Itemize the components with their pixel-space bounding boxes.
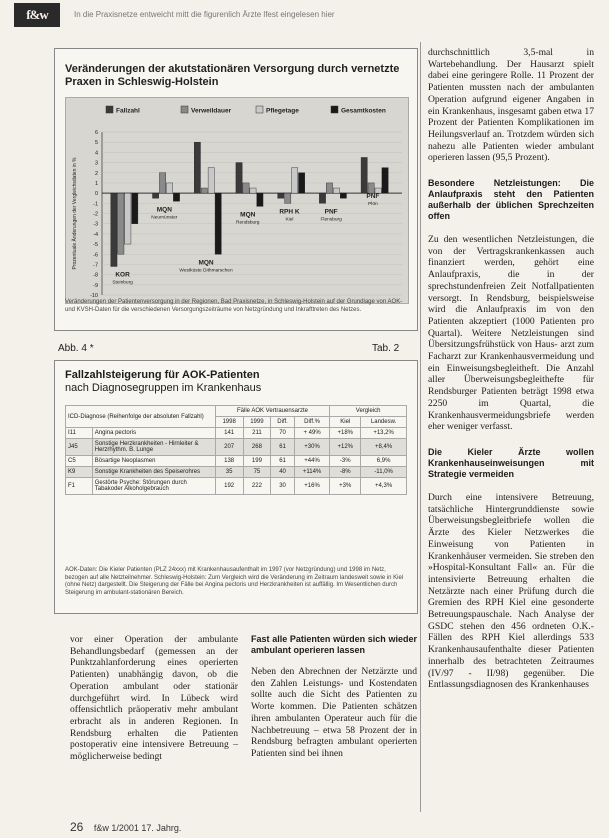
bar (285, 193, 291, 203)
table-label: Tab. 2 (372, 343, 400, 354)
y-tick-label: 6 (94, 130, 98, 136)
figure-caption: Veränderungen der Patientenversorgung in der Regionen, Bad Praxisnetze, in Schleswig-Holstein auf der Grundlage von AOK- und KVSH-Daten für die verschiedenen Versorgungszeiträume von Netzgründung und Inkrafttreten des Netzes. (65, 299, 403, 313)
legend-swatch (256, 106, 263, 113)
y-tick-label: -4 (93, 231, 98, 238)
table-cell: -8% (330, 467, 361, 478)
bar (333, 188, 339, 193)
table-cell: +114% (294, 467, 329, 478)
table-cell: 268 (243, 439, 271, 456)
table-cell: +12% (330, 439, 361, 456)
group-sublabel: Kiel (285, 217, 294, 223)
section-heading: Die Kieler Ärzte wollen Krankenhauseinweisungen mit Strategie vermeiden (428, 446, 594, 479)
bar-chart (66, 98, 408, 303)
table-box (54, 360, 418, 614)
table-subtitle: nach Diagnosegruppen im Krankenhaus (65, 382, 262, 394)
group-sublabel: Steinburg (112, 280, 133, 286)
paragraph: Zu den wesentlichen Netzleistungen, die von der Vertragskrankenkassen auch finanziert werden, gehört eine Anlaufpraxis, die in der sprechstundenfreien Zeit Notfallpatienten versorgt. In Rendsburg, beispielsweise wird die Anlaufpraxis im von den Patienten akzeptiert (1000 Patienten pro Quartal). Weitere Netzleistungen sind Übersitzungsfrühstück von Haus- arzt zum Facharzt zur Krankenhausvermeidung und ein Einweisungsbegleitheft. Die Anzahl aller Überweisungsbegleithefte für Rendsburger Patienten beträgt 1998 etwa 2250 im Quartal, die Krankenhausvermeidungsbriefe werden eher weniger verfasst. (428, 234, 594, 433)
table-cell: 6,9% (361, 456, 407, 467)
table-cell: +44% (294, 456, 329, 467)
legend-label: Gesamtkosten (341, 107, 386, 115)
group-label: RPH K (279, 208, 300, 216)
bar (368, 183, 374, 193)
table-body (66, 428, 407, 495)
figure-label: Abb. 4 * (58, 343, 94, 354)
bar (159, 173, 165, 193)
table-cell: 75 (243, 467, 271, 478)
group-label: MQN (198, 259, 214, 267)
journal-reference: f&w 1/2001 17. Jahrg. (93, 823, 182, 833)
figure-title: Veränderungen der akutstationären Versorgung durch vernetzte Praxen in Schleswig-Holstein (65, 63, 400, 88)
legend-label: Fallzahl (116, 107, 140, 115)
y-tick-label: -3 (93, 221, 98, 228)
bar (326, 183, 332, 193)
table-cell: 35 (215, 467, 243, 478)
legend-swatch (331, 106, 338, 113)
legend-label: Verweildauer (191, 107, 232, 115)
diagnosis-table (65, 405, 407, 495)
y-tick-label: -9 (93, 282, 98, 289)
chart-area (65, 97, 409, 304)
table-cell: +18% (330, 428, 361, 439)
table-cell: 30 (271, 478, 295, 495)
table-cell: +13,2% (361, 428, 407, 439)
table-subheader: Kiel (330, 417, 361, 428)
bar (382, 168, 388, 193)
table-cell-code: K9 (66, 467, 93, 478)
table-cell: + 49% (294, 428, 329, 439)
bar (340, 193, 346, 198)
table-cell: +4,3% (361, 478, 407, 495)
figure-chart-box (54, 48, 418, 331)
y-tick-label: -8 (93, 272, 98, 279)
table-cell: +3% (330, 478, 361, 495)
bar (236, 163, 242, 194)
table-cell: 207 (215, 439, 243, 456)
table-cell: 70 (271, 428, 295, 439)
y-tick-label: 3 (94, 160, 98, 167)
table-title: Fallzahlsteigerung für AOK-Patienten (65, 369, 260, 381)
bar (111, 193, 117, 266)
bar (298, 173, 304, 193)
y-tick-label: 4 (94, 150, 98, 157)
y-axis-label: Prozentuale Änderungen der Vergleichsdaten in % (72, 157, 78, 270)
legend-swatch (181, 106, 188, 113)
group-sublabel: Flensburg (320, 217, 342, 223)
table-subheader: Diff.% (294, 417, 329, 428)
middle-text-column (251, 634, 417, 760)
table-cell: 192 (215, 478, 243, 495)
table-header-diagnosis: ICD-Diagnose (Reihenfolge der absoluten Fallzahl) (66, 406, 216, 428)
bar (208, 168, 214, 193)
table-cell: -3% (330, 456, 361, 467)
table-header-comparison: Vergleich (330, 406, 407, 417)
column-divider (420, 42, 421, 812)
bar (243, 183, 249, 193)
right-text-column (428, 47, 594, 691)
paragraph: vor einer Operation der ambulante Behandlungsbedarf (gemessen an der Punktzahlanforderung eines operierten Patienten) unabhängig davon, ob die Operation ambulant oder stationär durchgeführt wird. In Lübeck wird offensichtlich präoperativ mehr ambulant erbracht als in anderen Regionen. In Rendsburg erhalten die Patienten postoperativ eine intensivere Betreuung – möglicherweise bedingt (70, 634, 238, 763)
bar (201, 188, 207, 193)
y-tick-label: -6 (93, 252, 98, 259)
paragraph: Durch eine intensivere Betreuung, tatsächliche Hintergrunddienste sowie Überweisungsbegleitbriefe wollen die Ärzte des Kieler Netzwerkes die Einweisung von Patienten in Krankenhäuser vermeiden. Sie streben den »Hospital-Konsultant Fall« an. Für die intensivierte Betreuung erhalten die Netzärzte nach einer Prüfung durch die Gremien des RPH Kiel eine gesonderte Betreuungspauschale. Nach Analyse der GSDC stehen den 456 ordneten O.K.-Fällen des RPH Kiel allerdings 533 Krankenhausaufenthalte dieser Patienten innerhalb des betrachteten Zeitraumes (IV/97 - II/98) gegenüber. Die Entlassungsdiagnosen des Krankenhauses (428, 491, 594, 691)
running-header-text: In die Praxisnetze entweicht mitt die figurenlich Ärzte lfest eingelesen hier (74, 10, 335, 19)
paragraph: durchschnittlich 3,5-mal in Wartebehandlung. Der Hausarzt spielt dabei eine geringere Rolle. 11 Prozent der Patienten mussten nach der ambulanten Operation aufgrund eigener Angaben in ein Krankenhaus, insgesamt gaben etwa 17 Prozent der Patienten Komplikationen im Heilungsverlauf an. Trotzdem würden sich nahezu alle Patienten wieder ambulant operieren lassen (95,5 Prozent). (428, 47, 594, 164)
bar (319, 193, 325, 203)
table-cell: -11,0% (361, 467, 407, 478)
group-sublabel: Plön (368, 202, 378, 208)
bar (118, 193, 124, 254)
bar (215, 193, 221, 254)
running-header (14, 3, 574, 29)
bar (152, 193, 158, 198)
y-tick-label: -10 (90, 293, 98, 299)
page-number: 26 (70, 820, 84, 834)
table-cell: 222 (243, 478, 271, 495)
table-cell: +16% (294, 478, 329, 495)
table-cell-diagnosis: Angina pectoris (92, 428, 215, 439)
bar (194, 142, 200, 193)
table-row (66, 456, 407, 467)
y-tick-label: -5 (93, 242, 98, 249)
group-label: MQN (240, 211, 256, 219)
paragraph: Neben den Abrechnen der Netzärzte und den Zahlen Leistungs- und Kostendaten sollte auch die Sicht des Patienten zu Worte kommen. Die Patienten schätzen ihren ambulanten Operateur auch für die Nachbetreuung – etwa 58 Prozent der in Rendsburg befragten ambulant operierten Patienten sind bei ihnen (251, 666, 417, 759)
table-note: AOK-Daten: Die Kieler Patienten (PLZ 24xxx) mit Krankenhausaufenthalt im 1997 (vor Netzgründung) und 1998 im Netz, bezogen auf alle Netzteilnehmer. Schleswig-Holstein: Zum Vergleich wird die Veränderung im Zeitraum landesweit sowie in Kiel (ohne Netz) dargestellt. Die Steigerung der Fälle bei Angina pectoris und Herzkrankheiten ist auffällig. Im Wesentlichen durch Steigerung im ambulant-stationären Bereich. (65, 567, 404, 596)
table-cell: 211 (243, 428, 271, 439)
left-text-column (70, 634, 238, 763)
legend-swatch (106, 106, 113, 113)
group-sublabel: Rendsburg (236, 220, 260, 226)
bar (166, 183, 172, 193)
bar (292, 168, 298, 193)
group-label: KOR (115, 271, 130, 279)
legend-label: Pflegetage (266, 107, 299, 115)
journal-logo: f&w (14, 3, 60, 27)
group-sublabel: Neumünster (151, 215, 178, 221)
table-cell: +8,4% (361, 439, 407, 456)
section-heading: Besondere Netzleistungen: Die Anlaufpraxis steht den Patienten außerhalb der üblichen Sprechzeiten offen (428, 178, 594, 222)
page-footer (70, 820, 181, 834)
table-header-main: Fälle AOK Vertrauensarzte (215, 406, 330, 417)
table-cell-code: F1 (66, 478, 93, 495)
group-label: MQN (156, 206, 172, 214)
y-tick-label: -1 (93, 201, 98, 208)
y-tick-label: 5 (94, 140, 98, 147)
y-tick-label: 1 (94, 180, 98, 187)
table-cell-code: C5 (66, 456, 93, 467)
bar (173, 193, 179, 201)
bar (132, 193, 138, 224)
group-label: PNF (366, 193, 380, 201)
table-subheader: Landesw. (361, 417, 407, 428)
table-cell: 138 (215, 456, 243, 467)
table-cell-code: J45 (66, 439, 93, 456)
bar (125, 193, 131, 244)
table-cell-diagnosis: Sonstige Herzkrankheiten - Hirnleiter & Herzrhythm. B. Lunge (92, 439, 215, 456)
table-subheader: 1998 (215, 417, 243, 428)
table-row (66, 439, 407, 456)
table-cell: 199 (243, 456, 271, 467)
table-cell: +30% (294, 439, 329, 456)
table-row (66, 478, 407, 495)
table-cell-diagnosis: Gestörte Psyche: Störungen durch Tabakoder Alkoholgebrauch (92, 478, 215, 495)
table-row (66, 428, 407, 439)
table-title-block (65, 369, 405, 395)
table-cell: 40 (271, 467, 295, 478)
table-cell: 61 (271, 456, 295, 467)
bar (361, 157, 367, 193)
table-cell: 61 (271, 439, 295, 456)
bar (278, 193, 284, 198)
section-heading: Fast alle Patienten würden sich wieder ambulant operieren lassen (251, 634, 417, 655)
y-tick-label: -2 (93, 211, 98, 218)
y-tick-label: 2 (94, 170, 98, 177)
bar (250, 188, 256, 193)
table-subheader: 1999 (243, 417, 271, 428)
table-cell-diagnosis: Sonstige Krankheiten des Speiserohres (92, 467, 215, 478)
table-subheader: Diff. (271, 417, 295, 428)
y-tick-label: 0 (94, 191, 98, 198)
table-cell: 141 (215, 428, 243, 439)
bar (257, 193, 263, 206)
table-row (66, 467, 407, 478)
table-cell-code: I11 (66, 428, 93, 439)
table-cell-diagnosis: Bösartige Neoplasmen (92, 456, 215, 467)
y-tick-label: -7 (93, 262, 98, 269)
group-sublabel: Westküste Dithmarschen (179, 268, 233, 274)
group-label: PNF (324, 208, 338, 216)
